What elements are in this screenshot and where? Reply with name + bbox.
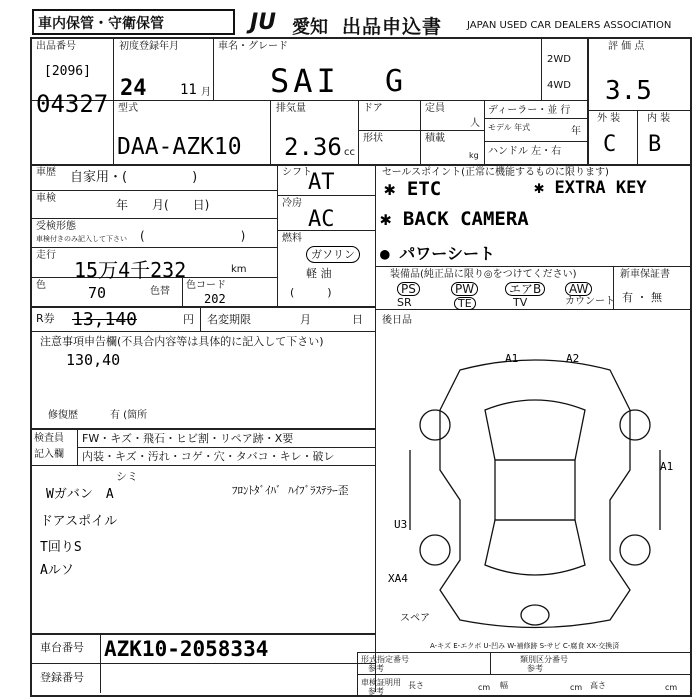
diagram-label-a2: A2 bbox=[566, 352, 580, 365]
car-diagram bbox=[400, 350, 670, 640]
dealer-label: ディーラー・並 行 bbox=[488, 105, 571, 116]
color-label: 色 bbox=[36, 280, 46, 291]
model-label: 車名・グレード bbox=[218, 41, 288, 52]
equip-pw: PW bbox=[451, 282, 478, 296]
color-change-label: 色替 bbox=[150, 286, 170, 297]
equip-airbag: エアB bbox=[505, 282, 545, 296]
rename-day: 日 bbox=[352, 313, 363, 326]
color-code-label: 色コード bbox=[186, 280, 226, 291]
height-unit: cm bbox=[665, 683, 678, 692]
score: 3.5 bbox=[605, 76, 652, 106]
model-year-label: モデル 年式 bbox=[488, 123, 531, 132]
size-ref: 参考 bbox=[368, 687, 384, 696]
displacement-label: 排気量 bbox=[276, 103, 306, 114]
equip-sr: SR bbox=[397, 296, 412, 309]
capacity-label: 定員 bbox=[425, 103, 445, 114]
selling-point-4: ● パワーシート bbox=[380, 244, 495, 263]
model-name: SAI bbox=[270, 62, 340, 100]
receipt-note: 車検付きのみ記入して下さい bbox=[36, 235, 127, 243]
class-label: 類別区分番号 bbox=[520, 655, 568, 664]
score-label: 評 価 点 bbox=[608, 41, 645, 52]
inspection-label: 車検 bbox=[36, 193, 56, 204]
rename-month: 月 bbox=[300, 313, 311, 326]
inspector-label-2: 記入欄 bbox=[34, 449, 64, 460]
diagram-label-a1: A1 bbox=[505, 352, 519, 365]
shift-label: シフト bbox=[282, 167, 312, 178]
load-label: 積載 bbox=[425, 133, 445, 144]
shape-label: 形状 bbox=[363, 133, 383, 144]
mileage-label: 走行 bbox=[36, 250, 56, 261]
receipt-label: 受検形態 bbox=[36, 221, 76, 232]
height-label: 高さ bbox=[590, 681, 606, 690]
selling-point-1: ✱ ETC bbox=[384, 178, 442, 200]
inspector-legend-1: FW・キズ・飛石・ヒビ割・リペア跡・X要 bbox=[82, 432, 294, 445]
fuel-label: 燃料 bbox=[282, 233, 302, 244]
ju-logo: JU bbox=[250, 10, 277, 35]
equip-ps: PS bbox=[397, 282, 420, 296]
chassis-value: AZK10-2058334 bbox=[104, 637, 269, 661]
fuel-value: ガソリン bbox=[306, 246, 360, 263]
interior-label: 内 装 bbox=[647, 113, 671, 124]
type-label: 型式 bbox=[118, 103, 138, 114]
history-value: 自家用・( ) bbox=[70, 170, 198, 185]
color-value: 70 bbox=[88, 284, 107, 302]
reg-label: 登録番号 bbox=[40, 671, 84, 684]
inspector-label-1: 検査員 bbox=[34, 433, 64, 444]
capacity-unit: 人 bbox=[470, 118, 480, 129]
drive-4wd: 4WD bbox=[547, 80, 571, 91]
rename-label: 名変期限 bbox=[207, 313, 251, 326]
load-unit: kg bbox=[469, 151, 479, 160]
storage-label: 車内保管・守衛保管 bbox=[32, 9, 235, 35]
warranty-value: 有 ・ 無 bbox=[622, 291, 662, 304]
model-code: DAA-AZK10 bbox=[117, 134, 242, 160]
inspector-legend-2: 内装・キズ・汚れ・コゲ・穴・タバコ・キレ・破レ bbox=[82, 450, 335, 463]
color-code: 202 bbox=[204, 292, 226, 306]
inspector-note-1: Wガバン A bbox=[46, 487, 114, 502]
first-reg-month-unit: 月 bbox=[201, 87, 211, 98]
diagram-label-xa4: XA4 bbox=[388, 572, 408, 585]
size-label: 車検証明用 bbox=[361, 678, 401, 687]
equip-aw: AW bbox=[565, 282, 592, 296]
sheet-title: 出品申込書 bbox=[342, 16, 443, 38]
interior-grade: B bbox=[648, 132, 662, 157]
diagram-legend: A-キズ E-エクボ U-凹み W-補修跡 S-サビ C-腐食 XX-交換済 bbox=[430, 642, 620, 650]
doors-label: ドア bbox=[363, 103, 383, 114]
aftermarket-label: 後日品 bbox=[382, 315, 412, 326]
mark-shimi: シミ bbox=[116, 470, 138, 483]
ac-value: AC bbox=[308, 207, 335, 232]
mileage-value: 15万4千232 bbox=[74, 258, 187, 282]
equipment-label: 装備品(純正品に限り◎をつけてください) bbox=[390, 269, 577, 280]
recycle-unit: 円 bbox=[183, 313, 194, 326]
equip-tv: TV bbox=[513, 296, 528, 309]
inspector-note-2: ドアスポイル bbox=[40, 514, 118, 529]
first-reg-month: 11 bbox=[180, 82, 197, 98]
inspector-note-4: Aルソ bbox=[40, 563, 74, 578]
width-label: 幅 bbox=[500, 681, 508, 690]
ac-label: 冷房 bbox=[282, 198, 302, 209]
inspector-right-note: ﾌﾛﾝﾄﾀﾞｲﾊﾞ ﾊｲﾌﾞﾗｽﾃﾗｰ歪 bbox=[232, 484, 349, 497]
spec-label: 形式指定番号 bbox=[361, 655, 409, 664]
inspector-note-3: T回りS bbox=[40, 540, 82, 555]
first-reg-year: 24 bbox=[120, 76, 147, 101]
fuel-alt: 軽 油 bbox=[306, 267, 332, 280]
diagram-label-a1-side: A1 bbox=[660, 460, 674, 473]
class-ref: 参考 bbox=[527, 664, 543, 673]
org-name: 愛知 bbox=[292, 17, 328, 38]
diagram-label-u3: U3 bbox=[394, 518, 408, 531]
notes-label: 注意事項申告欄(不具合内容等は具体的に記入して下さい) bbox=[40, 335, 324, 348]
selling-point-3: ✱ BACK CAMERA bbox=[380, 208, 529, 230]
model-year-unit: 年 bbox=[571, 126, 581, 137]
handle-label: ハンドル 左・右 bbox=[488, 146, 562, 157]
warranty-label: 新車保証書 bbox=[620, 269, 670, 280]
diagram-label-spare: スペア bbox=[400, 613, 430, 624]
lot-sub: [2096] bbox=[44, 64, 91, 79]
selling-points-label: セールスポイント(正常に機能するものに限ります) bbox=[382, 167, 609, 178]
lot-label: 出品番号 bbox=[36, 41, 76, 52]
width-unit: cm bbox=[570, 683, 583, 692]
history-label: 車歴 bbox=[36, 167, 56, 178]
exterior-grade: C bbox=[603, 132, 617, 157]
repair-value: 有 (箇所 bbox=[110, 410, 148, 421]
mileage-unit: km bbox=[231, 264, 247, 275]
fuel-paren: ( ) bbox=[290, 286, 332, 299]
lot-number: 04327 bbox=[36, 90, 109, 118]
drive-2wd: 2WD bbox=[547, 54, 571, 65]
equip-te: TE bbox=[454, 297, 476, 310]
recycle-value: 13,140 bbox=[72, 309, 138, 330]
association-name: JAPAN USED CAR DEALERS ASSOCIATION bbox=[467, 20, 672, 31]
repair-label: 修復歴 bbox=[48, 410, 78, 421]
exterior-label: 外 装 bbox=[597, 113, 621, 124]
shift-value: AT bbox=[308, 170, 335, 195]
displacement: 2.36 bbox=[284, 133, 342, 161]
spec-ref: 参考 bbox=[368, 664, 384, 673]
chassis-label: 車台番号 bbox=[40, 641, 84, 654]
notes-value: 130,40 bbox=[66, 351, 121, 369]
first-reg-label: 初度登録年月 bbox=[119, 41, 179, 52]
receipt-paren: ( ) bbox=[140, 229, 246, 243]
displacement-unit: cc bbox=[344, 147, 355, 158]
length-label: 長さ bbox=[408, 681, 424, 690]
grade: G bbox=[385, 64, 404, 99]
equip-counter: カウンート bbox=[565, 296, 615, 307]
selling-point-2: ✱ EXTRA KEY bbox=[534, 178, 647, 198]
length-unit: cm bbox=[478, 683, 491, 692]
recycle-label: R券 bbox=[36, 312, 55, 325]
inspection-value: 年 月( 日) bbox=[116, 198, 210, 212]
